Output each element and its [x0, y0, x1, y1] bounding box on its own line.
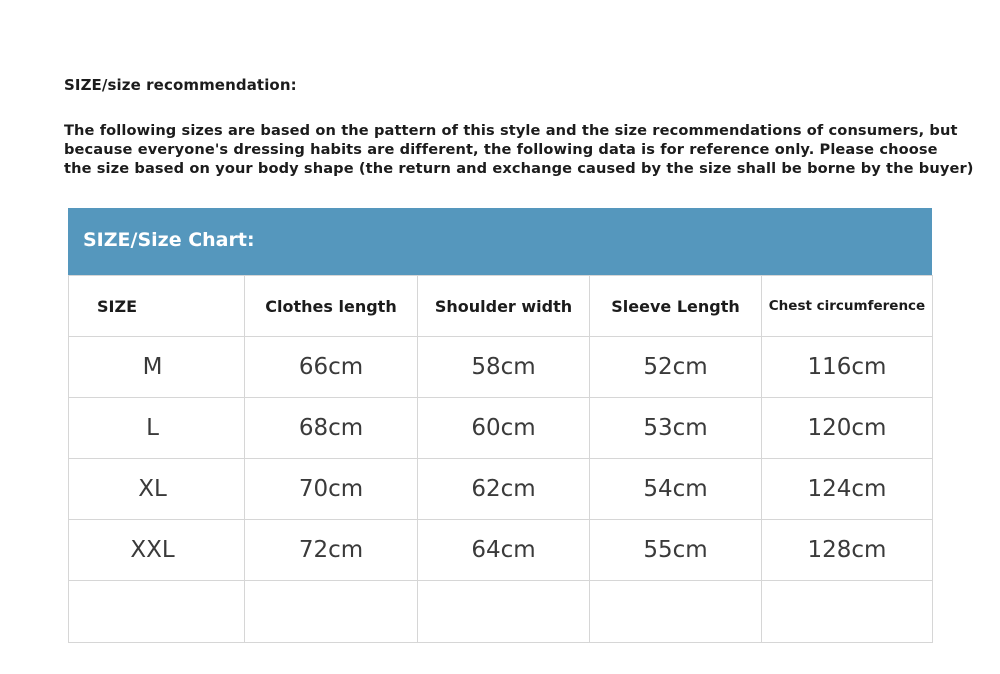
- chest-circumference-cell: 120cm: [762, 398, 933, 459]
- size-cell: XXL: [69, 520, 245, 581]
- clothes-length-cell: 72cm: [245, 520, 418, 581]
- size-notice: [64, 121, 974, 178]
- clothes-length-cell: 70cm: [245, 459, 418, 520]
- size-cell: L: [69, 398, 245, 459]
- table-row: [69, 398, 933, 459]
- size-recommendation-heading: SIZE/size recommendation:: [64, 76, 297, 94]
- shoulder-width-cell: 58cm: [418, 337, 590, 398]
- column-header-size: SIZE: [69, 276, 245, 337]
- size-table: [68, 275, 933, 643]
- notice-line: the size based on your body shape (the return and exchange caused by the size shall be borne by the buyer): [64, 160, 974, 177]
- sleeve-length-cell: 55cm: [590, 520, 762, 581]
- chest-circumference-cell: 116cm: [762, 337, 933, 398]
- clothes-length-cell: 68cm: [245, 398, 418, 459]
- sleeve-length-cell: 54cm: [590, 459, 762, 520]
- table-row: [69, 459, 933, 520]
- clothes-length-cell: 66cm: [245, 337, 418, 398]
- empty-cell: [590, 581, 762, 643]
- shoulder-width-cell: 64cm: [418, 520, 590, 581]
- table-row: [69, 520, 933, 581]
- empty-row: [69, 581, 933, 643]
- table-row: [69, 337, 933, 398]
- empty-cell: [418, 581, 590, 643]
- size-cell: XL: [69, 459, 245, 520]
- empty-cell: [69, 581, 245, 643]
- empty-cell: [245, 581, 418, 643]
- column-header-clothes-length: Clothes length: [245, 276, 418, 337]
- sleeve-length-cell: 52cm: [590, 337, 762, 398]
- shoulder-width-cell: 60cm: [418, 398, 590, 459]
- empty-cell: [762, 581, 933, 643]
- size-cell: M: [69, 337, 245, 398]
- column-header-chest-circumference: Chest circumference: [762, 276, 933, 337]
- notice-line: because everyone's dressing habits are different, the following data is for reference only. Please choose: [64, 141, 938, 158]
- sleeve-length-cell: 53cm: [590, 398, 762, 459]
- table-header-row: [69, 276, 933, 337]
- shoulder-width-cell: 62cm: [418, 459, 590, 520]
- column-header-sleeve-length: Sleeve Length: [590, 276, 762, 337]
- size-chart-title: SIZE/Size Chart:: [68, 208, 932, 275]
- chest-circumference-cell: 124cm: [762, 459, 933, 520]
- chest-circumference-cell: 128cm: [762, 520, 933, 581]
- column-header-shoulder-width: Shoulder width: [418, 276, 590, 337]
- size-chart: [68, 208, 932, 643]
- notice-line: The following sizes are based on the pattern of this style and the size recommendations of consumers, but: [64, 122, 958, 139]
